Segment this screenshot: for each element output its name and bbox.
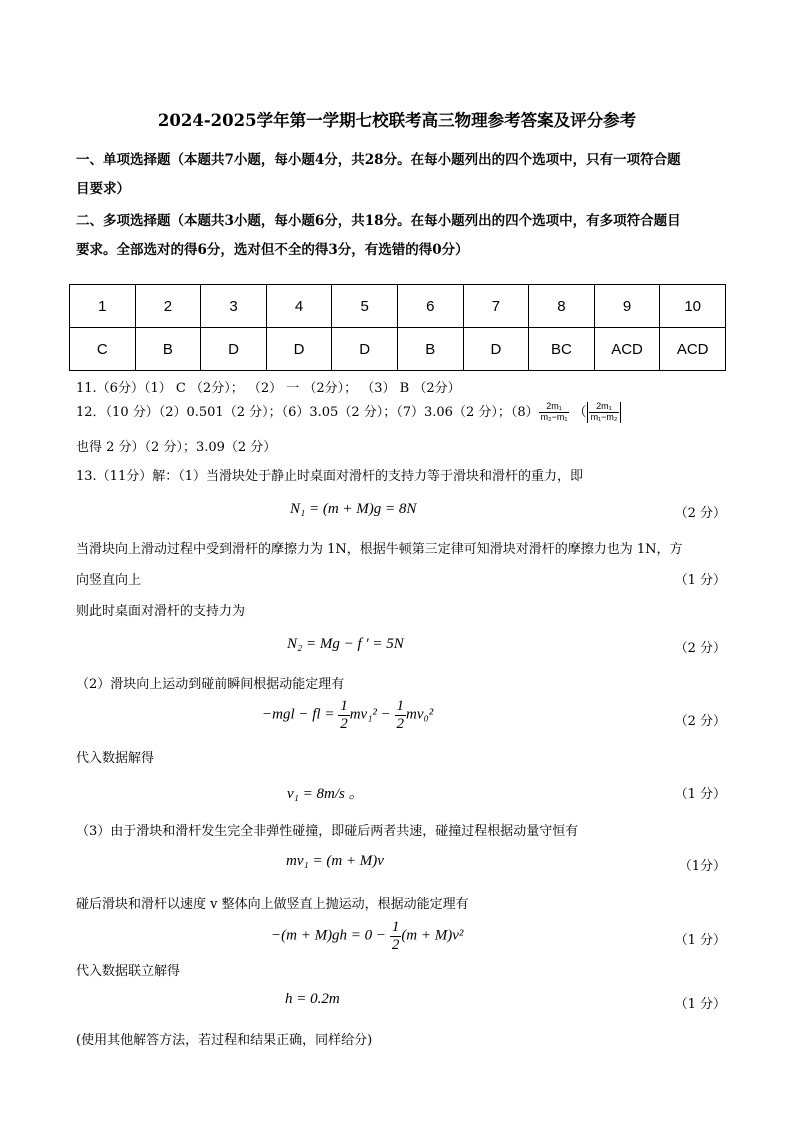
question-number-cell: 3 [201,285,267,328]
question-number-cell: 4 [266,285,332,328]
half-fraction [338,698,350,732]
q13-paragraph-friction-line2: 向竖直向上 [76,573,142,588]
question-number-cell: 2 [135,285,201,328]
q12-frac1-numerator: 2m₁ [539,402,570,413]
q12-text: 12．（10 分）（2）0.501（2 分）；（6）3.05（2 分）；（7）3.06（2 分）；（8） [76,405,539,420]
q12-fraction-main [539,402,570,423]
equation-n2: N₂ = Mg − f ' = 5N [287,636,404,652]
equation-height-energy [271,919,463,953]
score-mark: （2 分） [674,714,726,729]
half-fraction [390,919,402,953]
answer-cell: BC [529,328,595,371]
eq6-end: (m + M)v² [401,927,464,944]
half-denominator: 2 [391,936,400,953]
q12-answer-line2: 也得 2 分）（2 分）；3.09（2 分） [76,440,277,455]
q13-projectile-note: 碰后滑块和滑杆以速度 v 整体向上做竖直上抛运动，根据动能定理有 [76,897,469,912]
equation-h: h = 0.2m [285,991,340,1007]
answer-cell: C [70,328,136,371]
section1-heading-line1: 一、单项选择题（本题共7小题，每小题4分，共28分。在每小题列出的四个选项中，只有一项符合题 [76,152,681,168]
half-fraction [395,698,407,732]
score-mark: （2 分） [674,506,726,521]
answer-cell: ACD [594,328,660,371]
question-number-cell: 5 [332,285,398,328]
section2-heading-line2: 要求。全部选对的得6分，选对但不全的得3分，有选错的得0分） [76,242,469,258]
q12-frac2-denominator: m₁−m₂ [590,412,618,422]
eq3-mid: mv₁² − [349,706,391,723]
q12-frac2-numerator: 2m₁ [589,402,620,413]
half-denominator: 2 [340,715,348,732]
page-title: 2024-2025学年第一学期七校联考高三物理参考答案及评分参考 [157,111,637,130]
answer-cell: D [463,328,529,371]
half-numerator: 1 [391,919,400,935]
q13-joint-solve-note: 代入数据联立解得 [76,964,181,979]
eq6-left: −(m + M)gh = 0 − [271,927,387,944]
half-numerator: 1 [396,698,405,714]
score-mark: （1分） [678,859,726,874]
question-number-cell: 1 [70,285,136,328]
question-number-cell: 8 [529,285,595,328]
q13-paragraph-friction-line1: 当滑块向上滑动过程中受到滑杆的摩擦力为 1N，根据牛顿第三定律可知滑块对滑杆的摩擦力也为 1N，方 [76,542,683,557]
q13-intro: 13.（11分）解：（1）当滑块处于静止时桌面对滑杆的支持力等于滑块和滑杆的重力，即 [76,469,583,484]
alternative-method-note: (使用其他解答方法，若过程和结果正确，同样给分) [76,1033,373,1048]
equation-energy-theorem [262,698,433,732]
half-denominator: 2 [396,715,405,732]
answer-table [69,284,726,371]
equation-n1: N₁ = (m + M)g = 8N [290,501,417,517]
answer-table-answer-row [70,328,726,371]
q11-answer: 11.（6分）（1） C （2分）； （2） 一 （2分）； （3） B （2分） [76,381,461,396]
answer-cell: B [397,328,463,371]
eq3-left: −mgl − fl = [262,706,335,723]
q13-substitute-note: 代入数据解得 [76,751,155,766]
score-mark: （1 分） [674,933,726,948]
equation-momentum: mv₁ = (m + M)v [286,853,384,869]
q12-answer-line1 [76,401,621,423]
score-mark: （1 分） [674,997,726,1012]
answer-cell: B [135,328,201,371]
score-mark: （1 分） [674,573,726,588]
answer-cell: D [332,328,398,371]
score-mark: （1 分） [674,787,726,802]
answer-cell: ACD [660,328,726,371]
q13-part2-intro: （2）滑块向上运动到碰前瞬间根据动能定理有 [76,677,345,692]
question-number-cell: 9 [594,285,660,328]
question-number-cell: 10 [660,285,726,328]
answer-cell: D [201,328,267,371]
equation-v1: v₁ = 8m/s 。 [287,786,364,802]
q12-frac1-denominator: m₂−m₁ [540,412,568,422]
half-numerator: 1 [340,698,348,714]
section1-heading-line2: 目要求） [76,181,130,197]
eq3-end: mv₀² [406,706,434,723]
q12-paren: （ [573,405,587,420]
score-mark: （2 分） [674,641,726,656]
answer-table-number-row [70,285,726,328]
q13-paragraph-support: 则此时桌面对滑杆的支持力为 [76,604,246,619]
q12-abs-fraction [587,402,622,423]
q13-part3-intro: （3）由于滑块和滑杆发生完全非弹性碰撞，即碰后两者共速，碰撞过程根据动量守恒有 [76,824,579,839]
answer-cell: D [266,328,332,371]
question-number-cell: 6 [397,285,463,328]
question-number-cell: 7 [463,285,529,328]
section2-heading-line1: 二、多项选择题（本题共3小题，每小题6分，共18分。在每小题列出的四个选项中，有多项符合题目 [76,213,681,229]
